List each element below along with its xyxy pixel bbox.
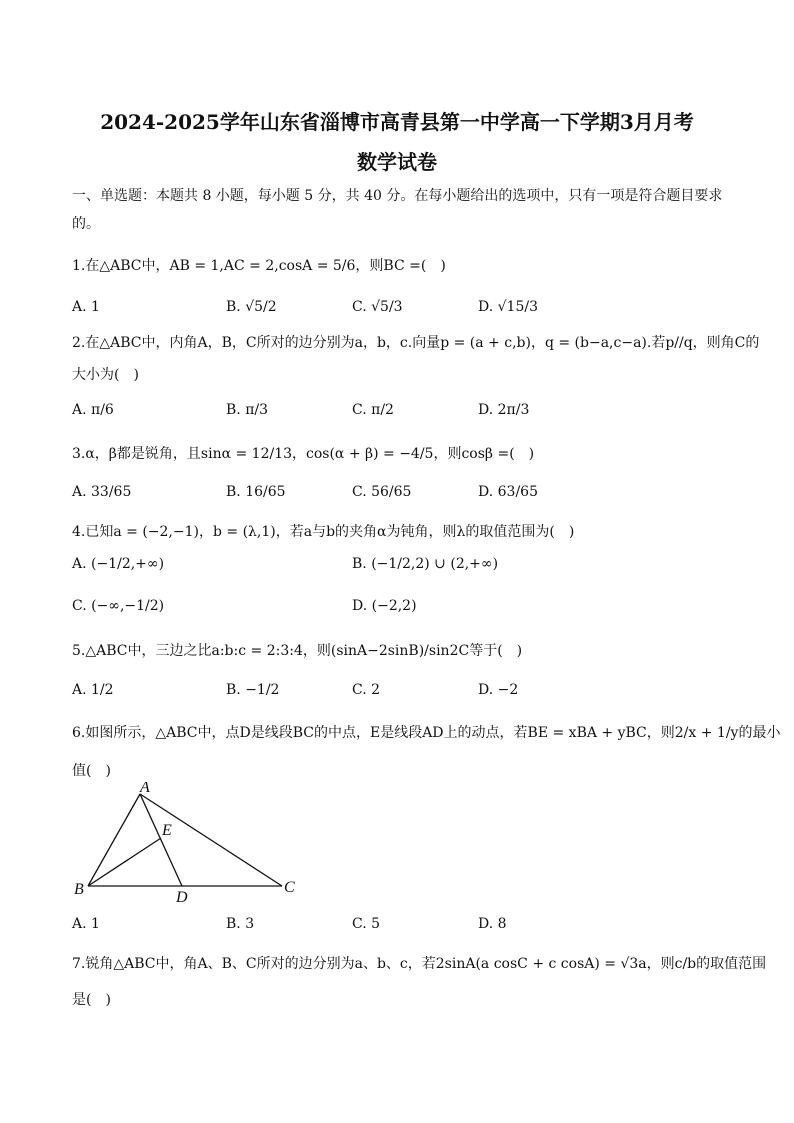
label-d: D (176, 889, 188, 906)
question-1-option-d: D. √15/3 (478, 299, 538, 315)
exam-subtitle: 数学试卷 (357, 150, 437, 174)
question-2-option-d: D. 2π/3 (478, 402, 530, 418)
question-5-option-c: C. 2 (352, 682, 381, 698)
triangle-figure (72, 782, 312, 907)
label-a: A (140, 782, 150, 796)
question-6-option-d: D. 8 (478, 916, 507, 932)
label-c: C (284, 879, 295, 896)
label-e: E (162, 822, 172, 839)
question-3-stem: 3.α，β都是锐角，且sinα = 12/13，cos(α + β) = −4/5，则cosβ =( ) (72, 446, 535, 462)
question-1-option-a: A. 1 (72, 299, 100, 315)
question-2-option-b: B. π/3 (226, 402, 269, 418)
question-2-stem-line2: 大小为( ) (72, 367, 139, 383)
question-6-option-b: B. 3 (226, 916, 255, 932)
question-3-option-a: A. 33/65 (72, 484, 132, 500)
question-7-stem-line1: 7.锐角△ABC中，角A、B、C所对的边分别为a、b、c，若2sinA(a cosC + c cosA) = √3a，则c/b的取值范围 (72, 956, 767, 972)
question-1-stem: 1.在△ABC中，AB = 1,AC = 2,cosA = 5/6，则BC =( ) (72, 258, 446, 274)
question-7-stem-line2: 是( ) (72, 992, 111, 1008)
question-2-option-c: C. π/2 (352, 402, 394, 418)
question-3-option-d: D. 63/65 (478, 484, 538, 500)
question-4-option-a: A. (−1/2,+∞) (72, 556, 165, 572)
question-5-option-b: B. −1/2 (226, 682, 280, 698)
question-6-option-c: C. 5 (352, 916, 381, 932)
question-4-option-d: D. (−2,2) (352, 598, 417, 614)
segment-be (88, 838, 161, 886)
segment-ab (88, 794, 140, 886)
question-1-option-c: C. √5/3 (352, 299, 403, 315)
question-5-stem: 5.△ABC中，三边之比a:b:c = 2:3:4，则(sinA−2sinB)/sin2C等于( ) (72, 643, 523, 659)
question-4-stem: 4.已知a = (−2,−1)，b = (λ,1)，若a与b的夹角α为钝角，则λ的取值范围为( ) (72, 524, 575, 540)
question-4-option-b: B. (−1/2,2) ∪ (2,+∞) (352, 556, 499, 572)
question-6-stem-line2: 值( ) (72, 763, 111, 779)
question-4-option-c: C. (−∞,−1/2) (72, 598, 165, 614)
question-3-option-c: C. 56/65 (352, 484, 412, 500)
question-1-option-b: B. √5/2 (226, 299, 277, 315)
question-2-option-a: A. π/6 (72, 402, 114, 418)
question-2-stem-line1: 2.在△ABC中，内角A，B，C所对的边分别为a，b，c.向量p = (a + c,b)，q = (b−a,c−a).若p//q，则角C的 (72, 335, 760, 351)
question-5-option-a: A. 1/2 (72, 682, 114, 698)
question-3-option-b: B. 16/65 (226, 484, 286, 500)
label-b: B (74, 881, 84, 898)
section-heading: 一、单选题：本题共 8 小题，每小题 5 分，共 40 分。在每小题给出的选项中，只有一项是符合题目要求的。 (72, 188, 723, 232)
question-6-stem-line1: 6.如图所示，△ABC中，点D是线段BC的中点，E是线段AD上的动点，若BE = xBA + yBC，则2/x + 1/y的最小 (72, 725, 781, 741)
question-5-option-d: D. −2 (478, 682, 519, 698)
question-6-option-a: A. 1 (72, 916, 100, 932)
exam-title: 2024-2025学年山东省淄博市高青县第一中学高一下学期3月月考 (100, 110, 694, 134)
